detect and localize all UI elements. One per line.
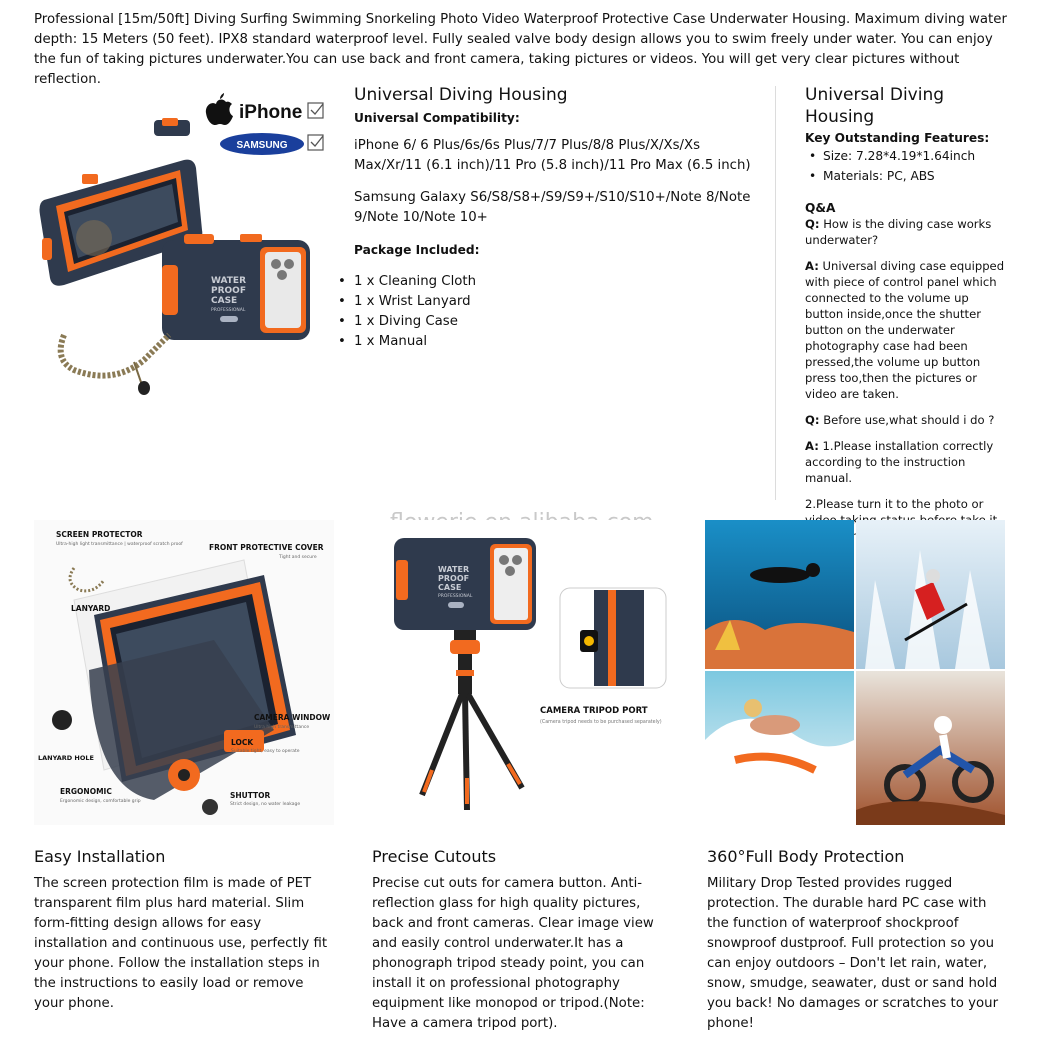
samsung-models: Samsung Galaxy S6/S8/S8+/S9/S9+/S10/S10+/Note 8/Note 9/Note 10/Note 10+ <box>354 190 751 225</box>
right-spec-column <box>805 84 1010 554</box>
case-print-water: WATER <box>211 276 247 286</box>
package-heading: Package Included: <box>354 243 480 257</box>
samsung-brand-label: SAMSUNG <box>236 140 288 151</box>
apple-logo-icon <box>206 93 233 125</box>
label-lanyard: LANYARD <box>71 604 111 613</box>
compat-heading: Universal Compatibility: <box>354 111 520 125</box>
features-heading: Key Outstanding Features: <box>805 131 990 145</box>
motocross-photo <box>856 671 1005 825</box>
q-label: Q: <box>805 217 820 231</box>
feature-title: 360°Full Body Protection <box>707 847 905 866</box>
feature-text: The screen protection film is made of PET transparent film plus hard material. Slim form-fitting design allows for easy installation and continuous use, perfectly fit your phone. Follow the installation steps in the instructions to easily load or remove your phone. <box>34 876 328 1011</box>
right-title: Universal Diving Housing <box>805 85 945 127</box>
sub-front-cover: Tight and secure <box>279 555 317 560</box>
case-print-proof: PROOF <box>211 286 246 296</box>
package-list <box>354 272 764 352</box>
question-text: How is the diving case works underwater? <box>805 217 992 247</box>
feature-title: Easy Installation <box>34 847 166 866</box>
feature-easy-installation <box>34 846 334 1014</box>
case-print-professional: PROFESSIONAL <box>211 308 246 313</box>
answer-2 <box>805 438 1010 486</box>
case-print-professional: PROFESSIONAL <box>438 594 473 599</box>
question-text: Before use,what should i do ? <box>823 413 995 427</box>
feature-text: Military Drop Tested provides rugged protection. The durable hard PC case with the function of waterproof shockproof snowproof dustproof. Full protection so you can enjoy outdoors – Don't let rain, water, snow, smudge, seawater, dust or sand hold you back! No damages or scratches to your phone! <box>707 876 999 1031</box>
list-item: • 1 x Diving Case <box>354 312 764 332</box>
sub-screen-protector: Ultra-high light transmittance | waterproof scratch proof <box>56 542 183 547</box>
samsung-logo-icon <box>220 133 304 155</box>
tripod-image <box>372 520 672 825</box>
mid-spec-column <box>354 84 764 352</box>
sub-tripod-port: (Camera tripod needs to be purchased separately) <box>540 720 662 725</box>
question-1 <box>805 216 1010 248</box>
answer-text: Universal diving case equipped with piece of control panel which connected to the volume up button inside,once the shutter button on the underwater photography case had been pressed,the volume up button press too,then the pictures or video are taken. <box>805 259 1005 401</box>
list-item: • 1 x Cleaning Cloth <box>354 272 764 292</box>
checkbox-iphone-icon <box>308 103 323 118</box>
hero-product-image <box>34 90 334 420</box>
label-camera-window: CAMERA WINDOW <box>254 713 331 722</box>
question-2 <box>805 412 1010 428</box>
label-lock: LOCK <box>231 738 254 747</box>
label-ergonomic: ERGONOMIC <box>60 787 112 796</box>
list-item: • 1 x Manual <box>354 332 764 352</box>
case-print-water: WATER <box>438 565 470 574</box>
label-front-cover: FRONT PROTECTIVE COVER <box>209 543 324 552</box>
iphone-models: iPhone 6/ 6 Plus/6s/6s Plus/7/7 Plus/8/8 Plus/X/Xs/Xs Max/Xr/11 (6.1 inch)/11 Pro (5.8 inch)/11 Pro Max (6.5 inch) <box>354 138 751 173</box>
diving-case-back <box>162 234 310 340</box>
feature-full-body-protection <box>707 846 1007 1034</box>
case-print-proof: PROOF <box>438 574 470 583</box>
intro-text: Professional [15m/50ft] Diving Surfing Swimming Snorkeling Photo Video Waterproof Protective Case Underwater Housing. Maximum diving water depth: 15 Meters (50 feet). IPX8 standard waterproof level. Fully sealed valve body design allows you to swim freely under water. You can enjoy the fun of taking pictures underwater.You can use back and front camera, taking pictures or videos. You will get very clear pictures without reflection. <box>34 12 1007 87</box>
list-item: • 1 x Wrist Lanyard <box>354 292 764 312</box>
case-print-case: CASE <box>211 296 238 306</box>
feature-title: Precise Cutouts <box>372 847 497 866</box>
mid-title: Universal Diving Housing <box>354 85 568 105</box>
qa-heading: Q&A <box>805 201 836 215</box>
lanyard-image <box>61 335 169 395</box>
features-list <box>805 146 1010 186</box>
answer-2b: 2.Please turn it to the photo or <box>805 497 984 511</box>
q-label: Q: <box>805 413 820 427</box>
case-print-case: CASE <box>438 583 462 592</box>
answer-text: 1.Please installation correctly according to the instruction manual. <box>805 439 994 485</box>
exploded-diagram <box>34 520 334 825</box>
feature-precise-cutouts <box>372 846 672 1034</box>
sports-collage <box>705 520 1005 825</box>
feature-text: Precise cut outs for camera button. Anti-reflection glass for high quality pictures, back and front cameras. Clear image view and easily control underwater.It has a phonograph tripod steady point, you can install it on professional photography equipment like monopod or tripod.(Note: Have a camera tripod port). <box>372 876 654 1031</box>
label-screen-protector: SCREEN PROTECTOR <box>56 530 143 539</box>
diving-photo <box>705 520 854 669</box>
list-item: • Materials: PC, ABS <box>805 166 1010 186</box>
answer-1 <box>805 258 1010 402</box>
checkbox-samsung-icon <box>308 135 323 150</box>
a-label: A: <box>805 439 819 453</box>
vertical-divider <box>775 86 776 500</box>
sub-lock: Suitable tight, easy to operate <box>231 749 300 754</box>
sub-ergonomic: Ergonomic design, comfortable grip <box>60 799 141 804</box>
a-label: A: <box>805 259 819 273</box>
label-shutter: SHUTTOR <box>230 791 271 800</box>
sub-camera-window: Ultra high transmittance <box>254 725 310 730</box>
skiing-photo <box>856 520 1005 669</box>
label-lanyard-hole: LANYARD HOLE <box>38 754 94 762</box>
sub-shutter: Strict design, no water leakage <box>230 802 301 807</box>
label-tripod-port: CAMERA TRIPOD PORT <box>540 706 648 716</box>
list-item: • Size: 7.28*4.19*1.64inch <box>805 146 1010 166</box>
surfing-photo <box>705 671 854 825</box>
iphone-brand-label: iPhone <box>239 102 303 123</box>
